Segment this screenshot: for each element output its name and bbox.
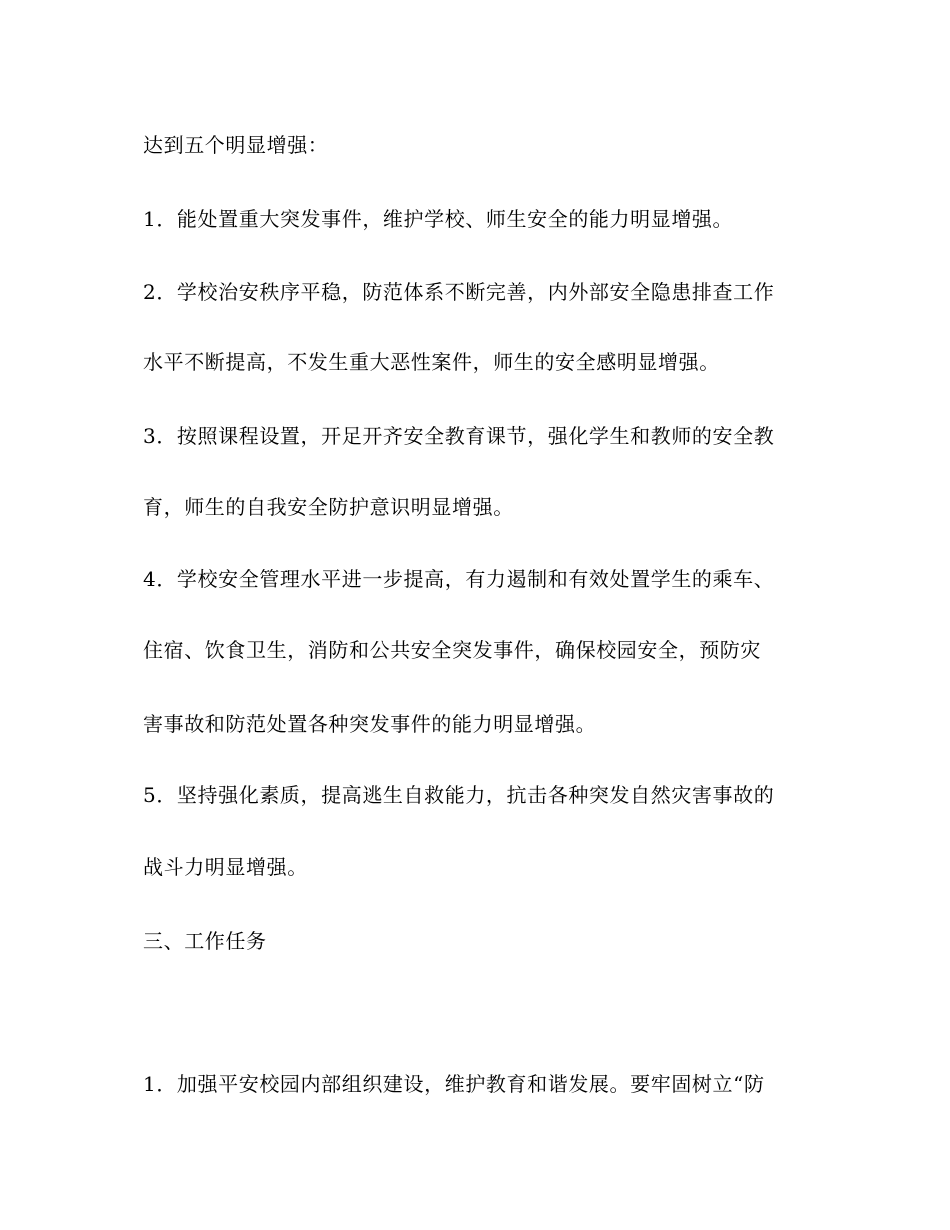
- text-line-task-1: 1．加强平安校园内部组织建设，维护教育和谐发展。要牢固树立“防: [143, 1072, 765, 1096]
- text-line-intro: 达到五个明显增强：: [143, 133, 329, 157]
- text-line-item-4b: 住宿、饮食卫生，消防和公共安全突发事件，确保校园安全，预防灾: [143, 638, 761, 662]
- text-line-item-1: 1．能处置重大突发事件，维护学校、师生安全的能力明显增强。: [143, 207, 734, 231]
- text-line-item-4c: 害事故和防范处置各种突发事件的能力明显增强。: [143, 712, 597, 736]
- text-line-item-2b: 水平不断提高，不发生重大恶性案件，师生的安全感明显增强。: [143, 350, 720, 374]
- text-line-item-3a: 3．按照课程设置，开足开齐安全教育课节，强化学生和教师的安全教: [143, 424, 775, 448]
- text-line-item-5b: 战斗力明显增强。: [143, 855, 308, 879]
- text-line-item-4a: 4．学校安全管理水平进一步提高，有力遏制和有效处置学生的乘车、: [143, 567, 775, 591]
- section-heading: 三、工作任务: [143, 929, 267, 953]
- text-line-item-3b: 育，师生的自我安全防护意识明显增强。: [143, 495, 514, 519]
- text-line-item-2a: 2．学校治安秩序平稳，防范体系不断完善，内外部安全隐患排查工作: [143, 280, 775, 304]
- text-line-item-5a: 5．坚持强化素质，提高逃生自救能力，抗击各种突发自然灾害事故的: [143, 783, 775, 807]
